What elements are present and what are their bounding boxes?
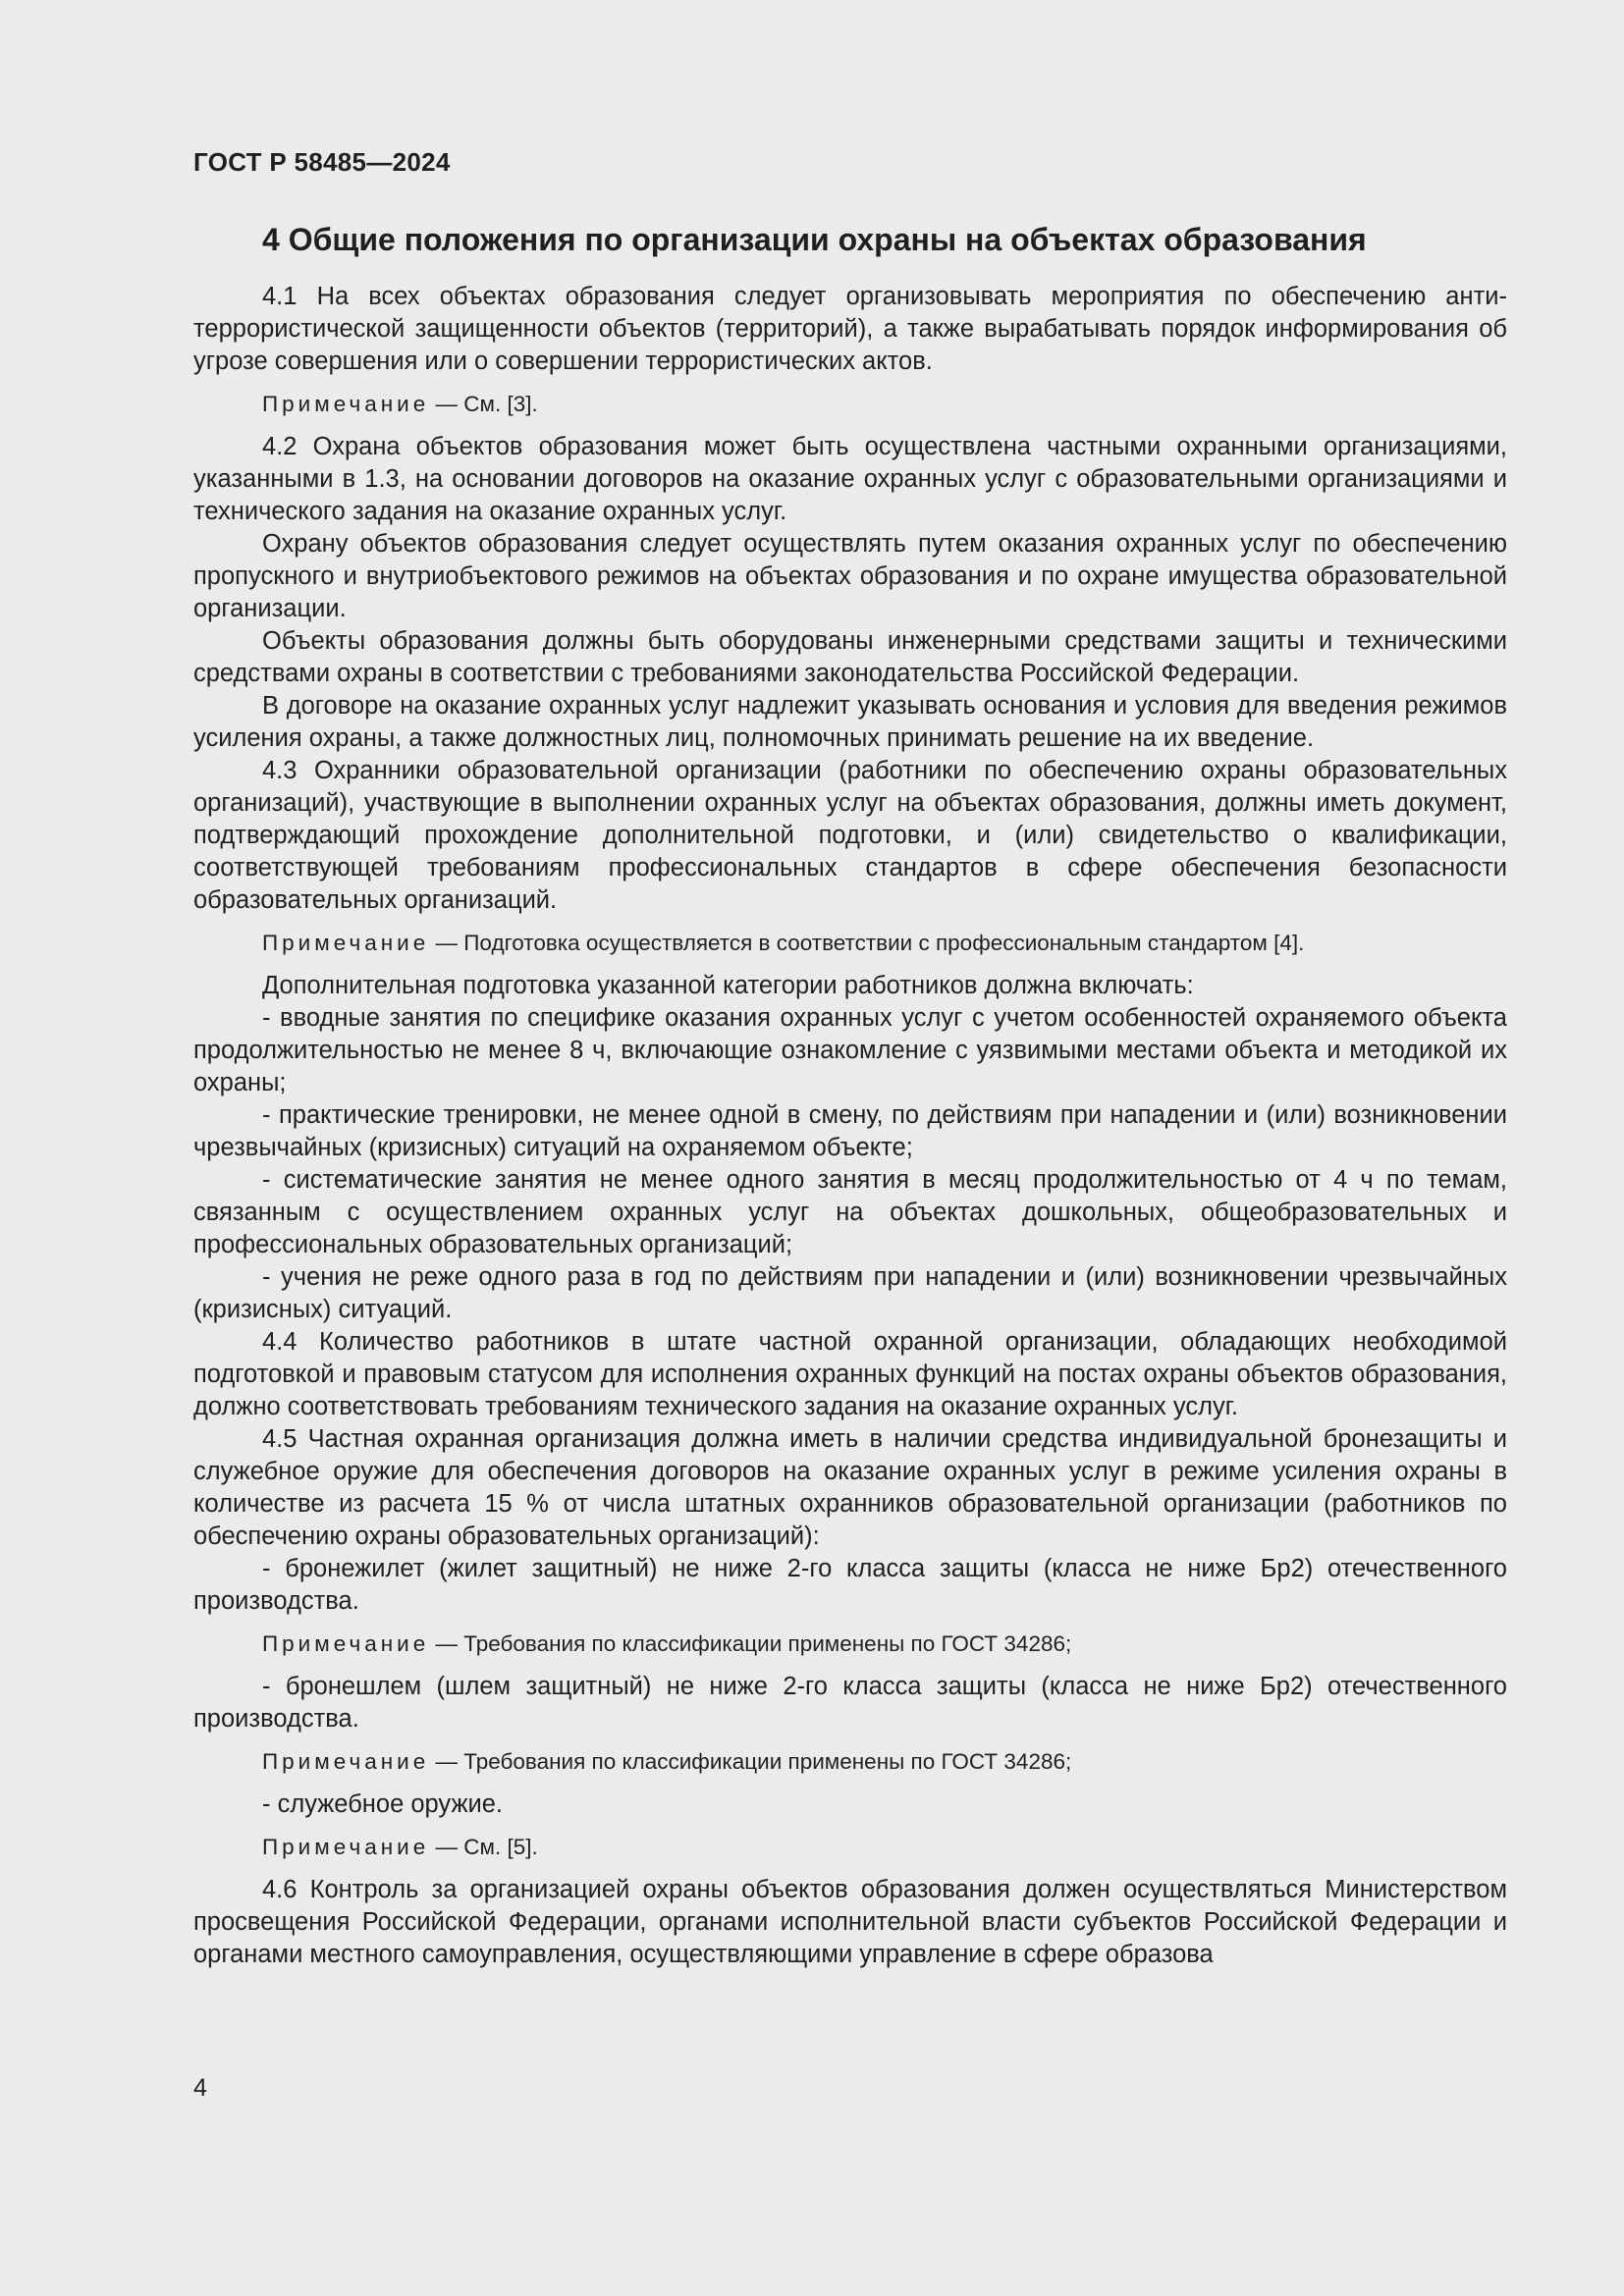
paragraph-4-6: 4.6 Контроль за организацией охраны объектов образования должен осуществляться Министерством просвещения Российской Федерации, органами исполнительной власти субъектов Российской Федерации и органами местного самоуправления, осуществляющими управление в сфере образова (193, 1876, 1507, 1968)
standard-code: ГОСТ Р 58485—2024 (193, 147, 451, 177)
paragraph-4-2-b: Охрану объектов образования следует осуществлять путем оказания охранных услуг по обеспечению пропускного и внутриобъектового режимов на объектах образования и по охране имущества образовательной организации. (193, 530, 1507, 622)
list-item: - практические тренировки, не менее одной в смену, по действиям при нападении и (или) возникновении чрезвычайных (кризисных) ситуаций на охраняемом объекте; (193, 1101, 1507, 1161)
paragraph-4-2-d: В договоре на оказание охранных услуг надлежит указывать основания и условия для введения режимов усиления охраны, а также должностных лиц, полномочных принимать решение на их введение. (193, 692, 1507, 752)
note-1 (193, 390, 1507, 419)
list-item: - бронешлем (шлем защитный) не ниже 2-го класса защиты (класса не ниже Бр2) отечественного производства. (193, 1673, 1507, 1733)
list-item: - систематические занятия не менее одного занятия в месяц продолжительностью от 4 ч по темам, связанным с осуществлением охранных услуг на объектах дошкольных, общеобразовательных и профессиональных образовательных организаций; (193, 1166, 1507, 1258)
section-title: 4 Общие положения по организации охраны на объектах образования (262, 222, 1367, 257)
paragraph-4-4: 4.4 Количество работников в штате частной охранной организации, обладающих необходимой подготовкой и правовым статусом для исполнения охранных функций на постах охраны объектов образования, должно соответствовать требованиям технического задания на оказание охранных услуг. (193, 1328, 1507, 1420)
note-label: Примечание (262, 1631, 430, 1656)
note-text: — Подготовка осуществляется в соответствии с профессиональным стандартом [4]. (435, 931, 1305, 955)
note-label: Примечание (262, 1749, 430, 1774)
list-item: - учения не реже одного раза в год по действиям при нападении и (или) возникновении чрезвычайных (кризисных) ситуаций. (193, 1263, 1507, 1323)
list-item: - вводные занятия по специфике оказания охранных услуг с учетом особенностей охраняемого объекта продолжительностью не менее 8 ч, включающие ознакомление с уязвимыми местами объекта и методикой их охраны; (193, 1004, 1507, 1096)
note-text: — Требования по классификации применены по ГОСТ 34286; (435, 1631, 1072, 1656)
note-5 (193, 1833, 1507, 1862)
list-item: - бронежилет (жилет защитный) не ниже 2-го класса защиты (класса не ниже Бр2) отечественного производства. (193, 1555, 1507, 1615)
note-2 (193, 929, 1507, 958)
page-number: 4 (193, 2074, 207, 2102)
document-body (193, 220, 1507, 1971)
note-text: — Требования по классификации применены по ГОСТ 34286; (435, 1749, 1072, 1774)
paragraph-4-1: 4.1 На всех объектах образования следует организовывать мероприятия по обеспечению антитеррористической защищенности объектов (территорий), а также вырабатывать порядок информирования об угрозе совершения или о совершении террористических актов. (193, 283, 1507, 375)
note-label: Примечание (262, 1835, 430, 1859)
paragraph-4-2: 4.2 Охрана объектов образования может быть осуществлена частными охранными организациями, указанными в 1.3, на основании договоров на оказание охранных услуг с образовательными организациями и технического задания на оказание охранных услуг. (193, 433, 1507, 525)
note-text: — См. [5]. (435, 1835, 538, 1859)
paragraph-4-2-c: Объекты образования должны быть оборудованы инженерными средствами защиты и техническими средствами охраны в соответствии с требованиями законодательства Российской Федерации. (193, 627, 1507, 687)
note-3 (193, 1629, 1507, 1659)
paragraph-4-3-b: Дополнительная подготовка указанной категории работников должна включать: (262, 972, 1194, 999)
list-item: - служебное оружие. (262, 1790, 504, 1818)
note-label: Примечание (262, 931, 430, 955)
paragraph-4-5: 4.5 Частная охранная организация должна иметь в наличии средства индивидуальной бронезащиты и служебное оружие для обеспечения договоров на оказание охранных услуг в режиме усиления охраны в количестве из расчета 15 % от числа штатных охранников образовательной организации (работников по обеспечению охраны образовательных организаций): (193, 1425, 1507, 1550)
paragraph-4-3: 4.3 Охранники образовательной организации (работники по обеспечению охраны образовательных организаций), участвующие в выполнении охранных услуг на объектах образования, должны иметь документ, подтверждающий прохождение дополнительной подготовки, и (или) свидетельство о квалификации, соответствующей требованиям профессиональных стандартов в сфере обеспечения безопасности образовательных организаций. (193, 757, 1507, 914)
note-4 (193, 1747, 1507, 1777)
note-text: — См. [3]. (435, 392, 538, 416)
note-label: Примечание (262, 392, 430, 416)
